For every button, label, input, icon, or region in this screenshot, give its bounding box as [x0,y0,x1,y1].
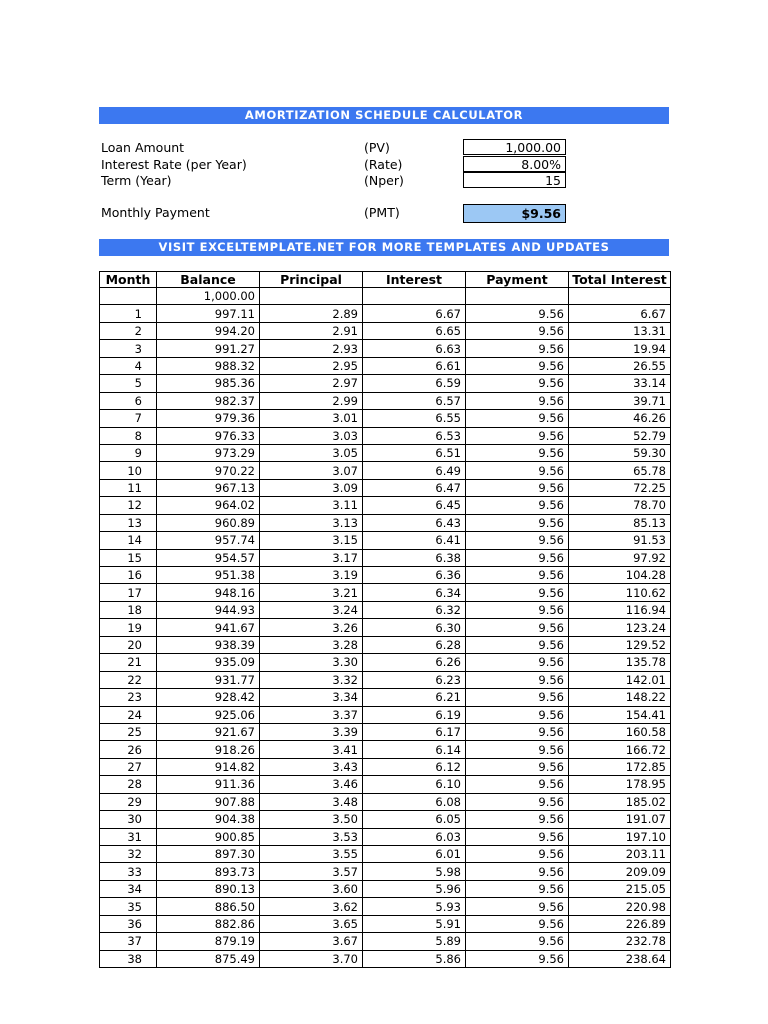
cell-total-interest: 123.24 [569,619,671,636]
cell-month: 8 [100,427,157,444]
cell-total-interest: 39.71 [569,392,671,409]
cell-payment: 9.56 [466,444,569,461]
cell-principal: 2.97 [260,375,363,392]
cell-payment: 9.56 [466,950,569,967]
table-row [100,601,671,618]
cell-balance: 907.88 [157,793,260,810]
cell-balance: 976.33 [157,427,260,444]
cell-month: 21 [100,654,157,671]
cell-balance: 985.36 [157,375,260,392]
table-row [100,427,671,444]
cell-payment: 9.56 [466,619,569,636]
cell-total-interest: 85.13 [569,514,671,531]
table-row [100,479,671,496]
cell-total-interest: 209.09 [569,863,671,880]
cell-balance: 921.67 [157,723,260,740]
cell-month: 11 [100,479,157,496]
cell-payment: 9.56 [466,427,569,444]
cell-month: 5 [100,375,157,392]
cell-payment: 9.56 [466,462,569,479]
cell-interest: 6.30 [363,619,466,636]
cell-principal: 3.55 [260,846,363,863]
cell-principal: 2.89 [260,305,363,322]
cell-month: 2 [100,322,157,339]
cell-payment: 9.56 [466,357,569,374]
cell-total-interest: 220.98 [569,898,671,915]
cell-balance: 900.85 [157,828,260,845]
cell-balance: 928.42 [157,689,260,706]
table-row [100,619,671,636]
cell-principal: 3.26 [260,619,363,636]
table-row [100,758,671,775]
cell-principal: 3.09 [260,479,363,496]
cell-balance: 890.13 [157,880,260,897]
cell-total-interest: 52.79 [569,427,671,444]
cell-payment: 9.56 [466,636,569,653]
table-row [100,462,671,479]
cell-interest: 5.91 [363,915,466,932]
cell-principal: 3.46 [260,776,363,793]
cell-balance: 948.16 [157,584,260,601]
table-cell [466,288,569,305]
cell-principal: 3.05 [260,444,363,461]
cell-month: 33 [100,863,157,880]
cell-payment: 9.56 [466,863,569,880]
cell-month: 15 [100,549,157,566]
term-label: Term (Year) [101,173,172,188]
cell-total-interest: 129.52 [569,636,671,653]
cell-total-interest: 135.78 [569,654,671,671]
term-code: (Nper) [364,173,404,188]
table-row [100,706,671,723]
table-row [100,375,671,392]
cell-total-interest: 91.53 [569,532,671,549]
table-row [100,532,671,549]
cell-total-interest: 154.41 [569,706,671,723]
cell-month: 20 [100,636,157,653]
cell-principal: 3.03 [260,427,363,444]
table-row [100,392,671,409]
table-cell [569,288,671,305]
cell-interest: 6.14 [363,741,466,758]
cell-balance: 904.38 [157,811,260,828]
cell-payment: 9.56 [466,811,569,828]
cell-total-interest: 185.02 [569,793,671,810]
cell-total-interest: 13.31 [569,322,671,339]
cell-interest: 6.12 [363,758,466,775]
cell-balance: 897.30 [157,846,260,863]
cell-payment: 9.56 [466,846,569,863]
visit-banner: VISIT EXCELTEMPLATE.NET FOR MORE TEMPLATES AND UPDATES [99,239,669,256]
cell-balance: 879.19 [157,933,260,950]
cell-payment: 9.56 [466,392,569,409]
cell-balance: 944.93 [157,601,260,618]
cell-principal: 3.30 [260,654,363,671]
cell-interest: 5.96 [363,880,466,897]
cell-balance: 951.38 [157,567,260,584]
cell-principal: 3.48 [260,793,363,810]
cell-payment: 9.56 [466,549,569,566]
cell-interest: 6.43 [363,514,466,531]
cell-balance: 960.89 [157,514,260,531]
table-row [100,671,671,688]
cell-principal: 3.13 [260,514,363,531]
cell-principal: 2.99 [260,392,363,409]
cell-balance: 938.39 [157,636,260,653]
cell-month: 35 [100,898,157,915]
cell-principal: 3.21 [260,584,363,601]
monthly-payment-code: (PMT) [364,205,400,220]
cell-interest: 6.08 [363,793,466,810]
table-row [100,567,671,584]
header-principal: Principal [260,272,363,288]
cell-month: 3 [100,340,157,357]
cell-total-interest: 65.78 [569,462,671,479]
cell-balance: 982.37 [157,392,260,409]
cell-principal: 3.70 [260,950,363,967]
table-cell [260,288,363,305]
cell-payment: 9.56 [466,654,569,671]
cell-principal: 3.65 [260,915,363,932]
table-row [100,950,671,967]
table-cell [100,288,157,305]
table-row [100,723,671,740]
cell-month: 32 [100,846,157,863]
cell-principal: 3.39 [260,723,363,740]
cell-payment: 9.56 [466,479,569,496]
cell-balance: 925.06 [157,706,260,723]
cell-balance: 970.22 [157,462,260,479]
cell-payment: 9.56 [466,880,569,897]
cell-interest: 6.53 [363,427,466,444]
cell-payment: 9.56 [466,933,569,950]
cell-interest: 6.67 [363,305,466,322]
cell-balance: 914.82 [157,758,260,775]
cell-principal: 2.93 [260,340,363,357]
cell-total-interest: 110.62 [569,584,671,601]
cell-payment: 9.56 [466,706,569,723]
cell-principal: 3.15 [260,532,363,549]
cell-balance: 988.32 [157,357,260,374]
cell-total-interest: 116.94 [569,601,671,618]
table-row [100,776,671,793]
cell-interest: 6.05 [363,811,466,828]
cell-balance: 918.26 [157,741,260,758]
cell-interest: 6.01 [363,846,466,863]
cell-payment: 9.56 [466,671,569,688]
cell-interest: 5.89 [363,933,466,950]
starting-balance: 1,000.00 [157,288,260,305]
cell-interest: 6.49 [363,462,466,479]
cell-principal: 2.91 [260,322,363,339]
cell-interest: 6.21 [363,689,466,706]
cell-payment: 9.56 [466,689,569,706]
table-row [100,636,671,653]
cell-month: 28 [100,776,157,793]
cell-total-interest: 97.92 [569,549,671,566]
cell-total-interest: 215.05 [569,880,671,897]
loan-amount-code: (PV) [364,140,390,155]
cell-interest: 6.23 [363,671,466,688]
cell-month: 18 [100,601,157,618]
cell-interest: 6.17 [363,723,466,740]
table-row [100,863,671,880]
cell-month: 19 [100,619,157,636]
table-row [100,846,671,863]
cell-month: 23 [100,689,157,706]
cell-interest: 6.55 [363,410,466,427]
cell-balance: 994.20 [157,322,260,339]
cell-principal: 3.67 [260,933,363,950]
cell-interest: 6.45 [363,497,466,514]
cell-payment: 9.56 [466,776,569,793]
cell-month: 7 [100,410,157,427]
cell-interest: 6.32 [363,601,466,618]
cell-principal: 3.41 [260,741,363,758]
cell-interest: 6.51 [363,444,466,461]
page-title: AMORTIZATION SCHEDULE CALCULATOR [99,107,669,124]
header-month: Month [100,272,157,288]
cell-interest: 5.86 [363,950,466,967]
table-row [100,340,671,357]
cell-total-interest: 6.67 [569,305,671,322]
cell-total-interest: 238.64 [569,950,671,967]
cell-payment: 9.56 [466,898,569,915]
cell-month: 24 [100,706,157,723]
loan-amount-label: Loan Amount [101,140,185,155]
cell-balance: 967.13 [157,479,260,496]
cell-total-interest: 26.55 [569,357,671,374]
cell-payment: 9.56 [466,601,569,618]
cell-interest: 6.63 [363,340,466,357]
cell-month: 36 [100,915,157,932]
cell-total-interest: 33.14 [569,375,671,392]
cell-principal: 3.17 [260,549,363,566]
cell-interest: 6.10 [363,776,466,793]
cell-principal: 3.60 [260,880,363,897]
table-row [100,915,671,932]
cell-balance: 991.27 [157,340,260,357]
cell-payment: 9.56 [466,758,569,775]
cell-month: 12 [100,497,157,514]
cell-month: 1 [100,305,157,322]
term-input[interactable]: 15 [463,172,566,188]
cell-principal: 3.07 [260,462,363,479]
cell-balance: 957.74 [157,532,260,549]
cell-month: 6 [100,392,157,409]
cell-total-interest: 104.28 [569,567,671,584]
cell-month: 26 [100,741,157,758]
table-row [100,357,671,374]
table-row [100,811,671,828]
cell-interest: 6.38 [363,549,466,566]
cell-principal: 3.32 [260,671,363,688]
cell-principal: 3.53 [260,828,363,845]
header-balance: Balance [157,272,260,288]
interest-rate-code: (Rate) [364,157,403,172]
cell-payment: 9.56 [466,723,569,740]
cell-balance: 893.73 [157,863,260,880]
cell-principal: 3.11 [260,497,363,514]
cell-interest: 6.61 [363,357,466,374]
table-row [100,880,671,897]
loan-amount-input[interactable]: 1,000.00 [463,139,566,155]
cell-balance: 882.86 [157,915,260,932]
cell-payment: 9.56 [466,584,569,601]
table-header-row [100,272,671,288]
cell-total-interest: 197.10 [569,828,671,845]
cell-principal: 3.43 [260,758,363,775]
cell-payment: 9.56 [466,915,569,932]
cell-interest: 6.03 [363,828,466,845]
cell-interest: 5.98 [363,863,466,880]
cell-total-interest: 160.58 [569,723,671,740]
cell-total-interest: 19.94 [569,340,671,357]
cell-month: 37 [100,933,157,950]
cell-interest: 6.28 [363,636,466,653]
cell-interest: 6.57 [363,392,466,409]
cell-total-interest: 232.78 [569,933,671,950]
table-row [100,793,671,810]
table-row [100,741,671,758]
table-cell [363,288,466,305]
cell-interest: 5.93 [363,898,466,915]
cell-payment: 9.56 [466,322,569,339]
cell-interest: 6.65 [363,322,466,339]
cell-balance: 941.67 [157,619,260,636]
cell-total-interest: 166.72 [569,741,671,758]
cell-payment: 9.56 [466,375,569,392]
cell-payment: 9.56 [466,514,569,531]
cell-balance: 911.36 [157,776,260,793]
cell-principal: 3.57 [260,863,363,880]
cell-month: 13 [100,514,157,531]
interest-rate-label: Interest Rate (per Year) [101,157,247,172]
cell-total-interest: 72.25 [569,479,671,496]
cell-balance: 973.29 [157,444,260,461]
cell-payment: 9.56 [466,497,569,514]
cell-month: 29 [100,793,157,810]
cell-principal: 3.28 [260,636,363,653]
cell-payment: 9.56 [466,793,569,810]
cell-interest: 6.36 [363,567,466,584]
table-row [100,689,671,706]
table-row [100,898,671,915]
table-row [100,410,671,427]
cell-interest: 6.41 [363,532,466,549]
table-row [100,497,671,514]
cell-month: 17 [100,584,157,601]
cell-balance: 935.09 [157,654,260,671]
cell-total-interest: 191.07 [569,811,671,828]
header-interest: Interest [363,272,466,288]
cell-principal: 3.34 [260,689,363,706]
monthly-payment-output: $9.56 [463,204,566,223]
cell-interest: 6.34 [363,584,466,601]
cell-principal: 3.62 [260,898,363,915]
starting-balance-row [100,288,671,305]
cell-interest: 6.59 [363,375,466,392]
cell-total-interest: 78.70 [569,497,671,514]
cell-month: 14 [100,532,157,549]
table-row [100,828,671,845]
cell-total-interest: 59.30 [569,444,671,461]
cell-month: 16 [100,567,157,584]
table-row [100,322,671,339]
cell-principal: 2.95 [260,357,363,374]
cell-interest: 6.26 [363,654,466,671]
cell-balance: 997.11 [157,305,260,322]
cell-payment: 9.56 [466,410,569,427]
monthly-payment-label: Monthly Payment [101,205,210,220]
header-total-interest: Total Interest [569,272,671,288]
cell-month: 22 [100,671,157,688]
table-row [100,305,671,322]
cell-principal: 3.37 [260,706,363,723]
cell-principal: 3.24 [260,601,363,618]
cell-total-interest: 46.26 [569,410,671,427]
table-row [100,514,671,531]
table-row [100,933,671,950]
cell-total-interest: 226.89 [569,915,671,932]
amortization-table [99,271,671,968]
cell-payment: 9.56 [466,567,569,584]
cell-month: 38 [100,950,157,967]
cell-total-interest: 142.01 [569,671,671,688]
cell-month: 10 [100,462,157,479]
cell-principal: 3.01 [260,410,363,427]
cell-month: 30 [100,811,157,828]
table-row [100,444,671,461]
cell-month: 4 [100,357,157,374]
table-row [100,549,671,566]
cell-payment: 9.56 [466,828,569,845]
cell-balance: 875.49 [157,950,260,967]
cell-interest: 6.47 [363,479,466,496]
cell-principal: 3.19 [260,567,363,584]
cell-balance: 954.57 [157,549,260,566]
cell-balance: 964.02 [157,497,260,514]
interest-rate-input[interactable]: 8.00% [463,156,566,172]
cell-total-interest: 148.22 [569,689,671,706]
cell-total-interest: 178.95 [569,776,671,793]
cell-month: 9 [100,444,157,461]
cell-total-interest: 203.11 [569,846,671,863]
cell-payment: 9.56 [466,741,569,758]
cell-month: 34 [100,880,157,897]
cell-month: 27 [100,758,157,775]
cell-payment: 9.56 [466,305,569,322]
cell-interest: 6.19 [363,706,466,723]
table-row [100,654,671,671]
cell-total-interest: 172.85 [569,758,671,775]
cell-payment: 9.56 [466,532,569,549]
cell-principal: 3.50 [260,811,363,828]
cell-balance: 931.77 [157,671,260,688]
cell-month: 25 [100,723,157,740]
table-row [100,584,671,601]
cell-balance: 979.36 [157,410,260,427]
header-payment: Payment [466,272,569,288]
cell-balance: 886.50 [157,898,260,915]
cell-payment: 9.56 [466,340,569,357]
cell-month: 31 [100,828,157,845]
